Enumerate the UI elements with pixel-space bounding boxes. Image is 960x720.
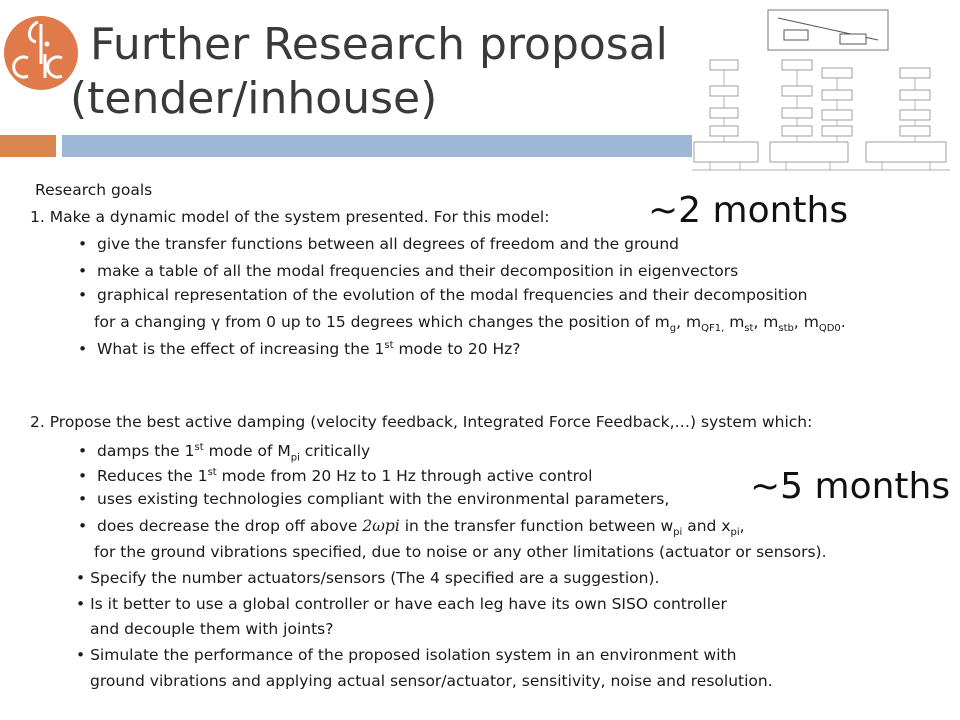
changing-angle-text: for a changing γ from 0 up to 15 degrees which changes the position of $m_g$, $m_{QF1,}$ $m_{st}$, $m_{stb}$, $m_{QD0}$. bbox=[94, 313, 846, 335]
mechanical-model-diagram bbox=[690, 8, 952, 180]
estimate-5-months: ~5 months bbox=[750, 466, 951, 507]
item2-bullet-specify: • Specify the number actuators/sensors (The 4 specified are a suggestion). bbox=[76, 569, 660, 587]
item-2-text: 2. Propose the best active damping (velocity feedback, Integrated Force Feedback,…) system which: bbox=[30, 413, 813, 431]
title-line-2: (tender/inhouse) bbox=[70, 73, 438, 124]
item2-bullet-damps: • damps the 1st mode of $M_{pi}$ critically bbox=[78, 442, 371, 464]
item2-bullet-simulate: • Simulate the performance of the proposed isolation system in an environment with bbox=[76, 646, 737, 664]
item2-bullet-global: • Is it better to use a global controller or have each leg have its own SISO controller bbox=[76, 595, 727, 613]
accent-bar-blue bbox=[62, 135, 692, 157]
item1-bullet-4: • What is the effect of increasing the 1st mode to 20 Hz? bbox=[78, 340, 521, 359]
research-goals-heading: Research goals bbox=[35, 181, 153, 199]
item2-bullet-decrease: • does decrease the drop off above 2ωpi in the transfer function between $w_{pi}$ and $x_{pi}$, bbox=[78, 517, 745, 539]
clic-logo bbox=[2, 14, 80, 92]
title-line-1: Further Research proposal bbox=[90, 19, 668, 70]
estimate-2-months: ~2 months bbox=[648, 190, 849, 231]
item2-bullet-uses: • uses existing technologies compliant with the environmental parameters, bbox=[78, 490, 670, 508]
accent-bar-orange bbox=[0, 135, 56, 157]
global-controller-continuation: and decouple them with joints? bbox=[90, 620, 334, 638]
ground-vibrations-text: for the ground vibrations specified, due to noise or any other limitations (actuator or sensors). bbox=[94, 543, 827, 561]
item1-bullet-3: • graphical representation of the evolution of the modal frequencies and their decomposition bbox=[78, 286, 808, 304]
item1-bullet-2: • make a table of all the modal frequencies and their decomposition in eigenvectors bbox=[78, 262, 739, 280]
simulate-continuation: ground vibrations and applying actual sensor/actuator, sensitivity, noise and resolution. bbox=[90, 672, 773, 690]
item1-bullet-1: • give the transfer functions between all degrees of freedom and the ground bbox=[78, 235, 679, 253]
page-title bbox=[70, 18, 668, 126]
item2-bullet-reduces: • Reduces the 1st mode from 20 Hz to 1 Hz through active control bbox=[78, 467, 593, 486]
item-1-text: 1. Make a dynamic model of the system presented. For this model: bbox=[30, 208, 550, 226]
